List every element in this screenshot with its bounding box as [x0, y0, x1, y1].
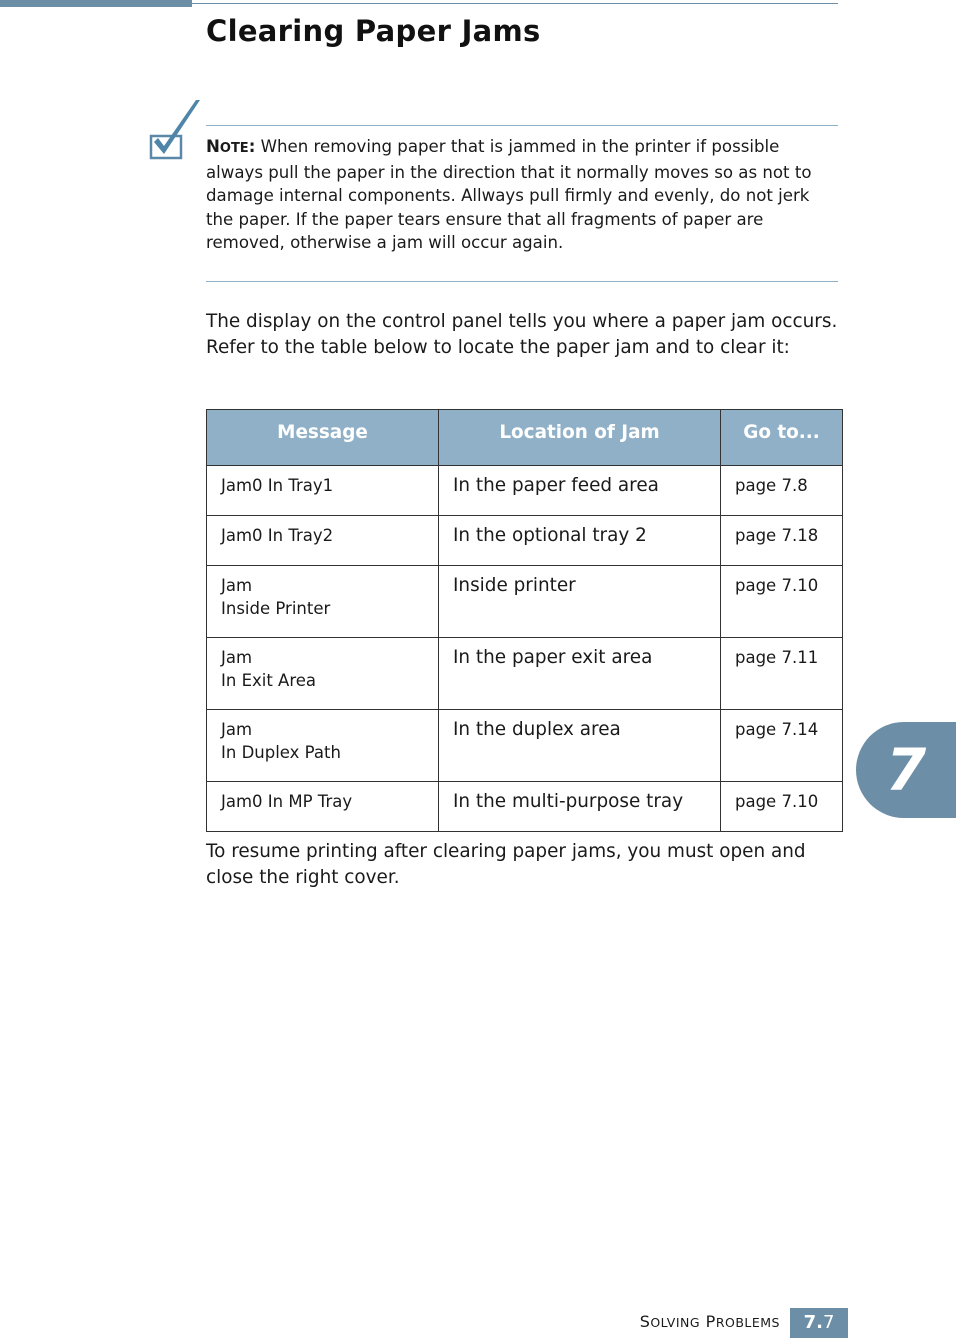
- top-rule: [192, 3, 838, 4]
- table-row: [207, 516, 843, 566]
- location-cell: In the paper exit area: [439, 638, 721, 710]
- location-cell: In the paper feed area: [439, 466, 721, 516]
- message-cell: Jam In Duplex Path: [207, 710, 439, 782]
- footer-page-number: 7.7: [790, 1308, 848, 1338]
- goto-link[interactable]: page 7.11: [721, 638, 843, 710]
- goto-link[interactable]: page 7.14: [721, 710, 843, 782]
- goto-link[interactable]: page 7.10: [721, 782, 843, 832]
- header-message: Message: [207, 410, 439, 466]
- table-row: [207, 566, 843, 638]
- header-goto: Go to...: [721, 410, 843, 466]
- outro-paragraph: To resume printing after clearing paper jams, you must open and close the right cover.: [206, 841, 806, 888]
- message-cell: Jam In Exit Area: [207, 638, 439, 710]
- location-cell: In the duplex area: [439, 710, 721, 782]
- location-cell: Inside printer: [439, 566, 721, 638]
- table-row: [207, 782, 843, 832]
- message-cell: Jam0 In MP Tray: [207, 782, 439, 832]
- goto-link[interactable]: page 7.8: [721, 466, 843, 516]
- checkmark-icon: [148, 96, 204, 162]
- message-cell: Jam0 In Tray2: [207, 516, 439, 566]
- note-body: When removing paper that is jammed in the printer if possible always pull the paper in the direction that it normally moves so as not to damage internal components. Allways pull firmly and evenly, do not jerk the paper. If the paper tears ensure that all fragments of paper are removed, otherwise a jam will occur again.: [206, 137, 812, 252]
- note-label: NOTE:: [206, 137, 256, 156]
- chapter-tab: [856, 722, 956, 818]
- header-location: Location of Jam: [439, 410, 721, 466]
- goto-link[interactable]: page 7.10: [721, 566, 843, 638]
- location-cell: In the optional tray 2: [439, 516, 721, 566]
- intro-paragraph: The display on the control panel tells you where a paper jam occurs. Refer to the table below to locate the paper jam and to clear it:: [206, 311, 838, 358]
- top-bar-accent: [0, 0, 192, 7]
- table-row: [207, 466, 843, 516]
- message-cell: Jam0 In Tray1: [207, 466, 439, 516]
- table-row: [207, 638, 843, 710]
- page-title: Clearing Paper Jams: [206, 14, 541, 48]
- note-box: [206, 125, 838, 282]
- table-row: [207, 710, 843, 782]
- note-text: [206, 135, 834, 255]
- goto-link[interactable]: page 7.18: [721, 516, 843, 566]
- footer-section-label: SOLVING PROBLEMS: [639, 1312, 780, 1331]
- message-cell: Jam Inside Printer: [207, 566, 439, 638]
- paper-jam-table: [206, 409, 843, 832]
- location-cell: In the multi-purpose tray: [439, 782, 721, 832]
- table-header-row: [207, 410, 843, 466]
- chapter-number: 7: [885, 736, 927, 804]
